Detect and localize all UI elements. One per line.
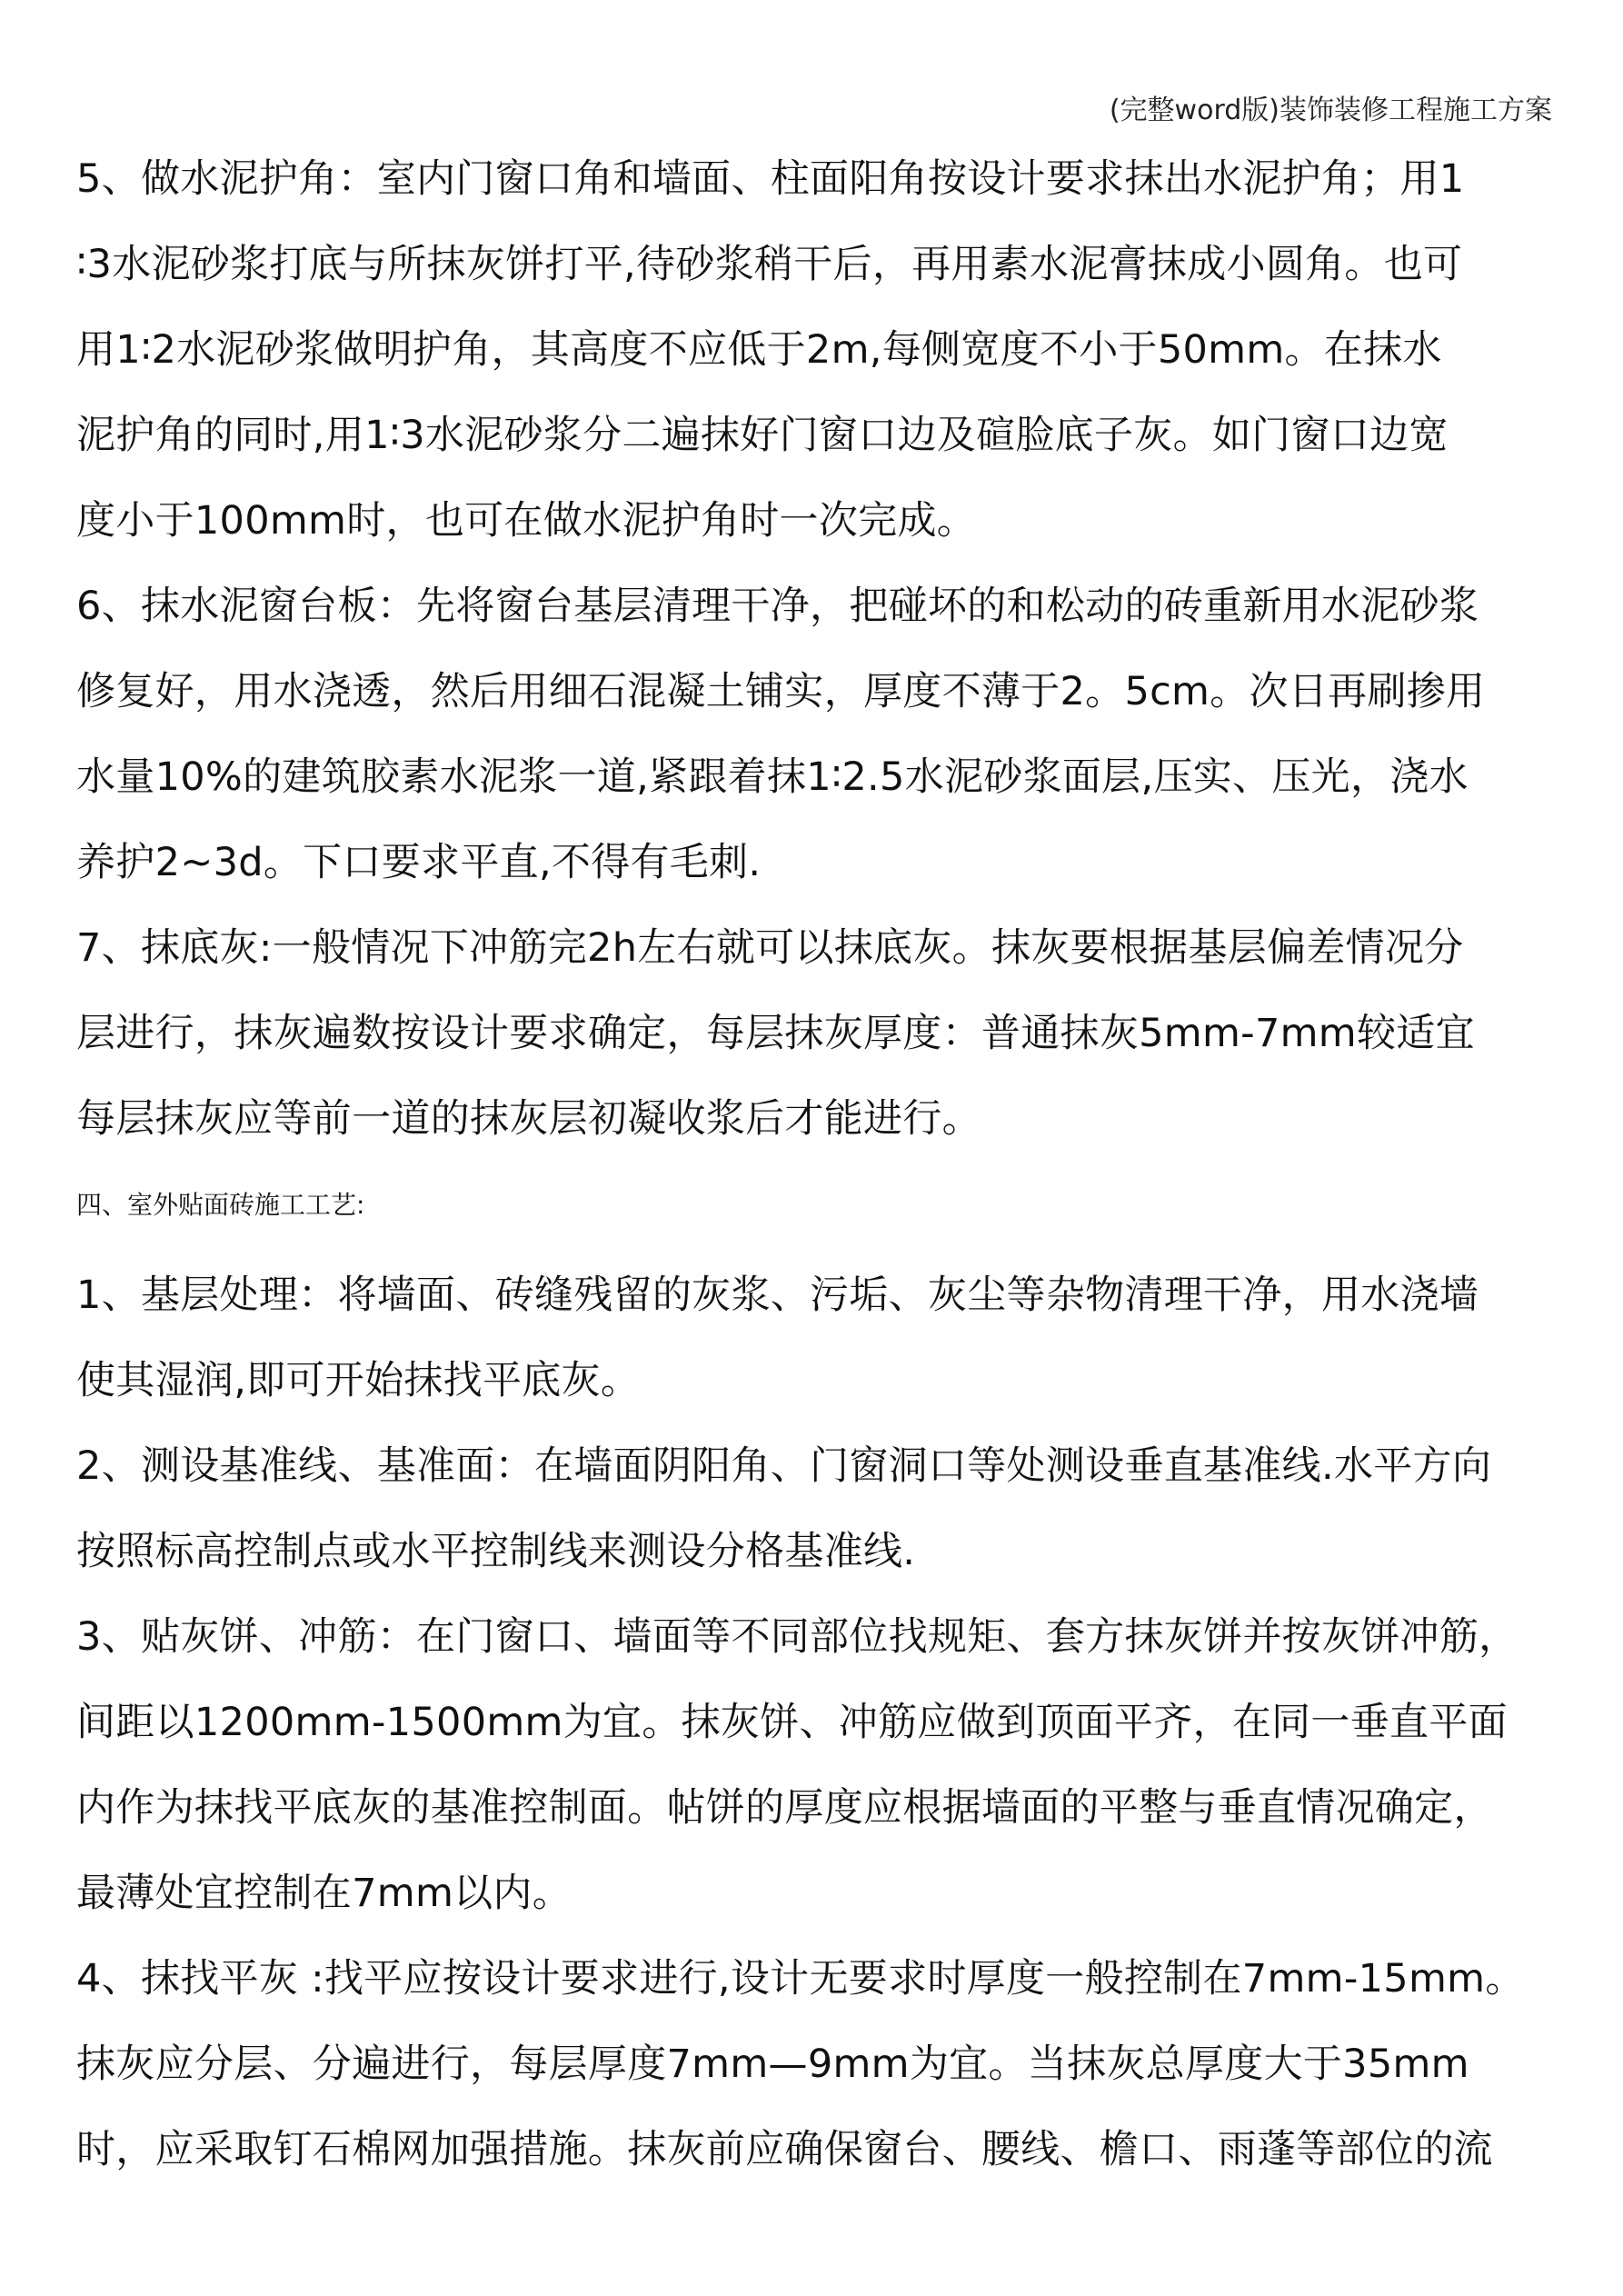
paragraph-line: 使其湿润,即可开始抹找平底灰。 <box>76 1358 641 1403</box>
paragraph <box>76 1423 1567 1594</box>
paragraph <box>76 1936 1567 2192</box>
paragraph-line: 最薄处宜控制在7mm以内。 <box>76 1871 573 1916</box>
paragraph-line: ∶3水泥砂浆打底与所抹灰饼打平,待砂浆稍干后，再用素水泥膏抹成小圆角。也可 <box>76 242 1463 287</box>
paragraph-line: 每层抹灰应等前一道的抹灰层初凝收浆后才能进行。 <box>76 1096 981 1142</box>
paragraph <box>76 1253 1567 1423</box>
paragraph-line: 层进行，抹灰遍数按设计要求确定，每层抹灰厚度：普通抹灰5mm-7mm较适宜 <box>76 1011 1475 1056</box>
paragraph-line: 5、做水泥护角：室内门窗口角和墙面、柱面阳角按设计要求抹出水泥护角；用1 <box>76 156 1465 202</box>
paragraph-line: 时，应采取钉石棉网加强措施。抹灰前应确保窗台、腰线、檐口、雨蓬等部位的流 <box>76 2127 1493 2172</box>
paragraph-line: 泥护角的同时,用1∶3水泥砂浆分二遍抹好门窗口边及碹脸底子灰。如门窗口边宽 <box>76 413 1449 458</box>
paragraph-line: 养护2~3d。下口要求平直,不得有毛刺. <box>76 840 762 885</box>
paragraph-line: 2、测设基准线、基准面：在墙面阴阳角、门窗洞口等处测设垂直基准线.水平方向 <box>76 1443 1492 1489</box>
paragraph-line: 3、贴灰饼、冲筋：在门窗口、墙面等不同部位找规矩、套方抹灰饼并按灰饼冲筋， <box>76 1614 1518 1660</box>
paragraph-line: 修复好，用水浇透，然后用细石混凝土铺实，厚度不薄于2。5cm。次日再刷掺用 <box>76 669 1486 714</box>
paragraph <box>76 905 1567 1162</box>
paragraph <box>76 1594 1567 1936</box>
paragraph-line: 4、抹找平灰 :找平应按设计要求进行,设计无要求时厚度一般控制在7mm-15mm。 <box>76 1956 1525 2002</box>
document-body <box>76 136 1567 2192</box>
paragraph-line: 1、基层处理：将墙面、砖缝残留的灰浆、污垢、灰尘等杂物清理干净，用水浇墙 <box>76 1273 1479 1318</box>
paragraph-line: 按照标高控制点或水平控制线来测设分格基准线. <box>76 1529 916 1574</box>
paragraph <box>76 564 1567 905</box>
paragraph-line: 内作为抹找平底灰的基准控制面。帖饼的厚度应根据墙面的平整与垂直情况确定， <box>76 1785 1493 1831</box>
paragraph-line: 间距以1200mm-1500mm为宜。抹灰饼、冲筋应做到顶面平齐，在同一垂直平面 <box>76 1700 1508 1745</box>
paragraph-line: 度小于100mm时，也可在做水泥护角时一次完成。 <box>76 498 977 544</box>
paragraph-line: 抹灰应分层、分遍进行，每层厚度7mm—9mm为宜。当抹灰总厚度大于35mm <box>76 2041 1469 2087</box>
paragraph-line: 用1∶2水泥砂浆做明护角，其高度不应低于2m,每侧宽度不小于50mm。在抹水 <box>76 327 1442 373</box>
paragraph-line: 7、抹底灰:一般情况下冲筋完2h左右就可以抹底灰。抹灰要根据基层偏差情况分 <box>76 925 1464 971</box>
paragraph-line: 6、抹水泥窗台板：先将窗台基层清理干净，把碰坏的和松动的砖重新用水泥砂浆 <box>76 584 1479 629</box>
section-heading: 四、室外贴面砖施工工艺: <box>76 1190 365 1220</box>
paragraph <box>76 136 1567 564</box>
paragraph-line: 水量10%的建筑胶素水泥浆一道,紧跟着抹1∶2.5水泥砂浆面层,压实、压光，浇水 <box>76 754 1469 800</box>
page-header: (完整word版)装饰装修工程施工方案 <box>1109 95 1552 126</box>
